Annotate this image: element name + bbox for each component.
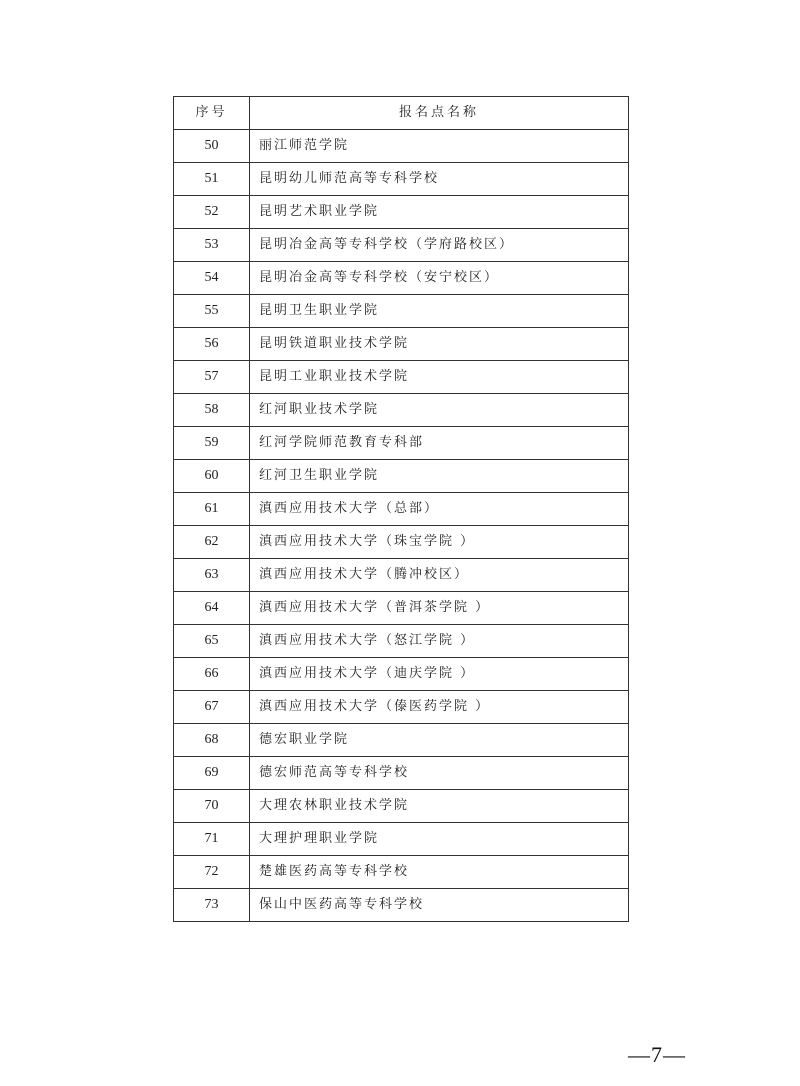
row-site-name: 昆明冶金高等专科学校（学府路校区） xyxy=(250,229,629,262)
row-site-name: 昆明艺术职业学院 xyxy=(250,196,629,229)
row-site-name: 滇西应用技术大学（傣医药学院 ） xyxy=(250,691,629,724)
table-row xyxy=(174,724,629,757)
row-number: 70 xyxy=(174,790,250,823)
header-number: 序号 xyxy=(174,97,250,130)
table-body xyxy=(174,130,629,922)
table-row xyxy=(174,790,629,823)
table-row xyxy=(174,394,629,427)
row-site-name: 滇西应用技术大学（怒江学院 ） xyxy=(250,625,629,658)
table-row xyxy=(174,427,629,460)
row-number: 68 xyxy=(174,724,250,757)
row-number: 56 xyxy=(174,328,250,361)
table-row xyxy=(174,262,629,295)
row-site-name: 大理护理职业学院 xyxy=(250,823,629,856)
header-site-name: 报名点名称 xyxy=(250,97,629,130)
page-number: —7— xyxy=(628,1042,686,1067)
row-number: 71 xyxy=(174,823,250,856)
table-row xyxy=(174,196,629,229)
table-row xyxy=(174,526,629,559)
row-site-name: 昆明卫生职业学院 xyxy=(250,295,629,328)
row-number: 53 xyxy=(174,229,250,262)
table-row xyxy=(174,757,629,790)
row-number: 62 xyxy=(174,526,250,559)
row-site-name: 大理农林职业技术学院 xyxy=(250,790,629,823)
row-number: 50 xyxy=(174,130,250,163)
table-row xyxy=(174,229,629,262)
row-site-name: 楚雄医药高等专科学校 xyxy=(250,856,629,889)
table-row xyxy=(174,328,629,361)
row-site-name: 红河学院师范教育专科部 xyxy=(250,427,629,460)
row-number: 65 xyxy=(174,625,250,658)
table-row xyxy=(174,658,629,691)
row-number: 55 xyxy=(174,295,250,328)
row-site-name: 红河卫生职业学院 xyxy=(250,460,629,493)
table-header-row xyxy=(174,97,629,130)
row-site-name: 昆明工业职业技术学院 xyxy=(250,361,629,394)
row-number: 60 xyxy=(174,460,250,493)
row-number: 57 xyxy=(174,361,250,394)
table-row xyxy=(174,130,629,163)
table-row xyxy=(174,856,629,889)
row-number: 66 xyxy=(174,658,250,691)
table-row xyxy=(174,823,629,856)
row-number: 73 xyxy=(174,889,250,922)
table-row xyxy=(174,460,629,493)
registration-sites-table xyxy=(173,96,629,922)
row-site-name: 德宏职业学院 xyxy=(250,724,629,757)
row-number: 61 xyxy=(174,493,250,526)
row-site-name: 滇西应用技术大学（珠宝学院 ） xyxy=(250,526,629,559)
row-number: 52 xyxy=(174,196,250,229)
row-site-name: 红河职业技术学院 xyxy=(250,394,629,427)
table-row xyxy=(174,295,629,328)
row-site-name: 保山中医药高等专科学校 xyxy=(250,889,629,922)
row-number: 64 xyxy=(174,592,250,625)
row-site-name: 昆明铁道职业技术学院 xyxy=(250,328,629,361)
row-site-name: 滇西应用技术大学（迪庆学院 ） xyxy=(250,658,629,691)
table-row xyxy=(174,559,629,592)
row-number: 67 xyxy=(174,691,250,724)
row-site-name: 昆明幼儿师范高等专科学校 xyxy=(250,163,629,196)
table-row xyxy=(174,361,629,394)
row-site-name: 德宏师范高等专科学校 xyxy=(250,757,629,790)
row-number: 54 xyxy=(174,262,250,295)
row-number: 63 xyxy=(174,559,250,592)
table-row xyxy=(174,625,629,658)
table-row xyxy=(174,691,629,724)
row-number: 51 xyxy=(174,163,250,196)
row-number: 69 xyxy=(174,757,250,790)
row-site-name: 丽江师范学院 xyxy=(250,130,629,163)
row-site-name: 滇西应用技术大学（腾冲校区） xyxy=(250,559,629,592)
table-row xyxy=(174,163,629,196)
row-site-name: 昆明冶金高等专科学校（安宁校区） xyxy=(250,262,629,295)
table-row xyxy=(174,493,629,526)
row-site-name: 滇西应用技术大学（普洱茶学院 ） xyxy=(250,592,629,625)
row-number: 72 xyxy=(174,856,250,889)
row-site-name: 滇西应用技术大学（总部） xyxy=(250,493,629,526)
row-number: 59 xyxy=(174,427,250,460)
table-row xyxy=(174,592,629,625)
row-number: 58 xyxy=(174,394,250,427)
table-row xyxy=(174,889,629,922)
